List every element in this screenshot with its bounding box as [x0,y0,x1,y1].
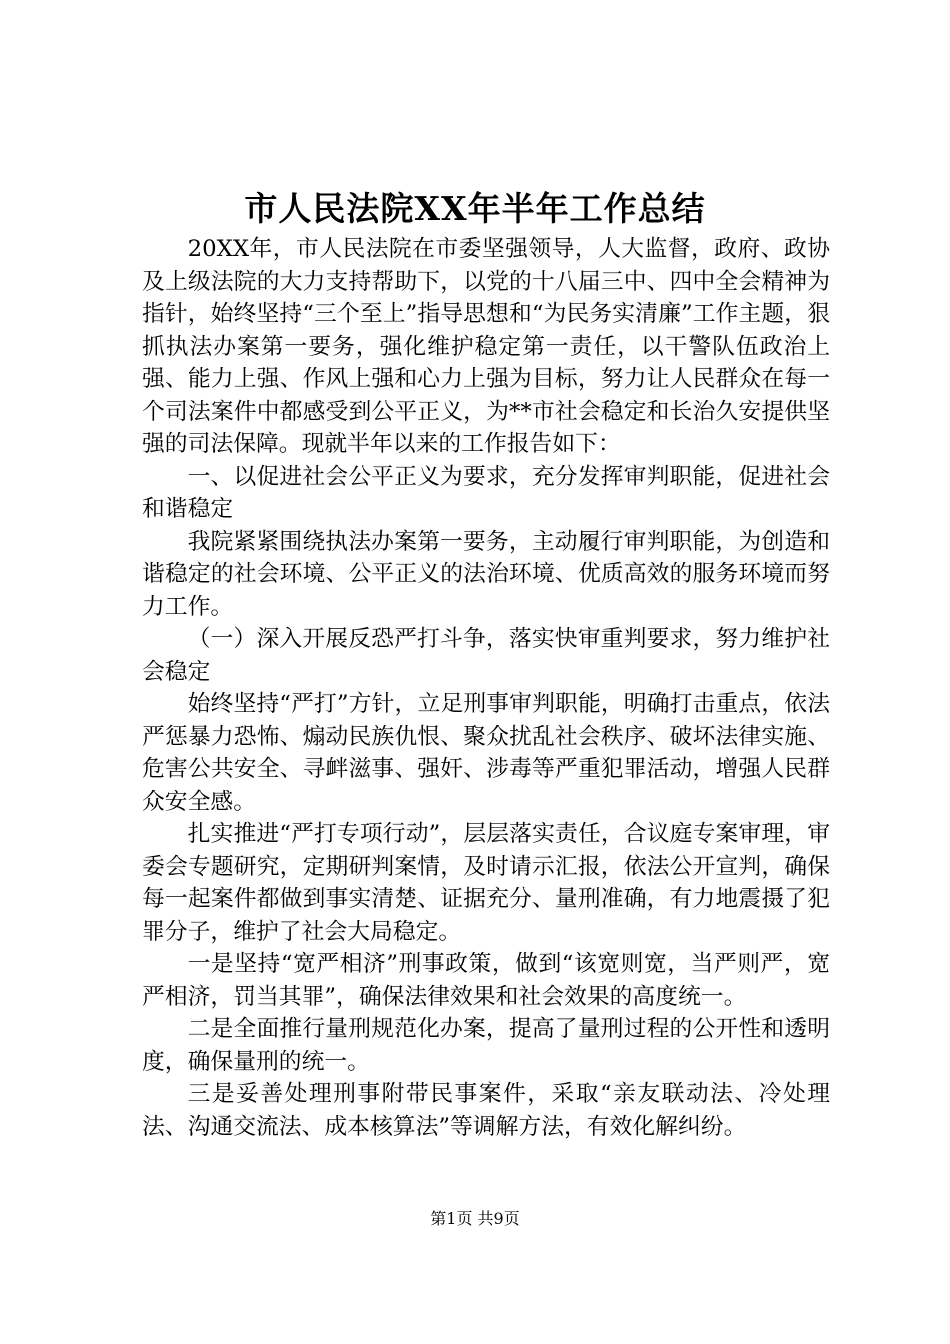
document-body [142,233,830,1143]
paragraph: 二是全面推行量刑规范化办案，提高了量刑过程的公开性和透明度，确保量刑的统一。 [142,1016,830,1075]
paragraph: 三是妥善处理刑事附带民事案件，采取“亲友联动法、冷处理法、沟通交流法、成本核算法”等调解方法，有效化解纠纷。 [142,1081,830,1140]
paragraph-intro: 20XX年，市人民法院在市委坚强领导，人大监督，政府、政协及上级法院的大力支持帮助下，以党的十八届三中、四中全会精神为指针，始终坚持“三个至上”指导思想和“为民务实清廉”工作主题，狠抓执法办案第一要务，强化维护稳定第一责任，以干警队伍政治上强、能力上强、作风上强和心力上强为目标，努力让人民群众在每一个司法案件中都感受到公平正义，为**市社会稳定和长治久安提供坚强的司法保障。现就半年以来的工作报告如下： [142,236,830,457]
paragraph: 一是坚持“宽严相济”刑事政策，做到“该宽则宽，当严则严，宽严相济，罚当其罪”，确保法律效果和社会效果的高度统一。 [142,951,830,1010]
page-number-footer: 第1页 共9页 [430,1209,520,1228]
heading-subsection-1: （一）深入开展反恐严打斗争，落实快审重判要求，努力维护社会稳定 [142,626,830,685]
paragraph: 扎实推进“严打专项行动”，层层落实责任，合议庭专案审理，审委会专题研究，定期研判案情，及时请示汇报，依法公开宣判，确保每一起案件都做到事实清楚、证据充分、量刑准确，有力地震摄了犯罪分子，维护了社会大局稳定。 [142,821,830,945]
document-title: 市人民法院XX年半年工作总结 [244,189,706,228]
paragraph: 始终坚持“严打”方针，立足刑事审判职能，明确打击重点，依法严惩暴力恐怖、煽动民族仇恨、聚众扰乱社会秩序、破坏法律实施、危害公共安全、寻衅滋事、强奸、涉毒等严重犯罪活动，增强人民群众安全感。 [142,691,830,815]
paragraph: 我院紧紧围绕执法办案第一要务，主动履行审判职能，为创造和谐稳定的社会环境、公平正义的法治环境、优质高效的服务环境而努力工作。 [142,528,830,620]
heading-section-1: 一、以促进社会公平正义为要求，充分发挥审判职能，促进社会和谐稳定 [142,463,830,522]
